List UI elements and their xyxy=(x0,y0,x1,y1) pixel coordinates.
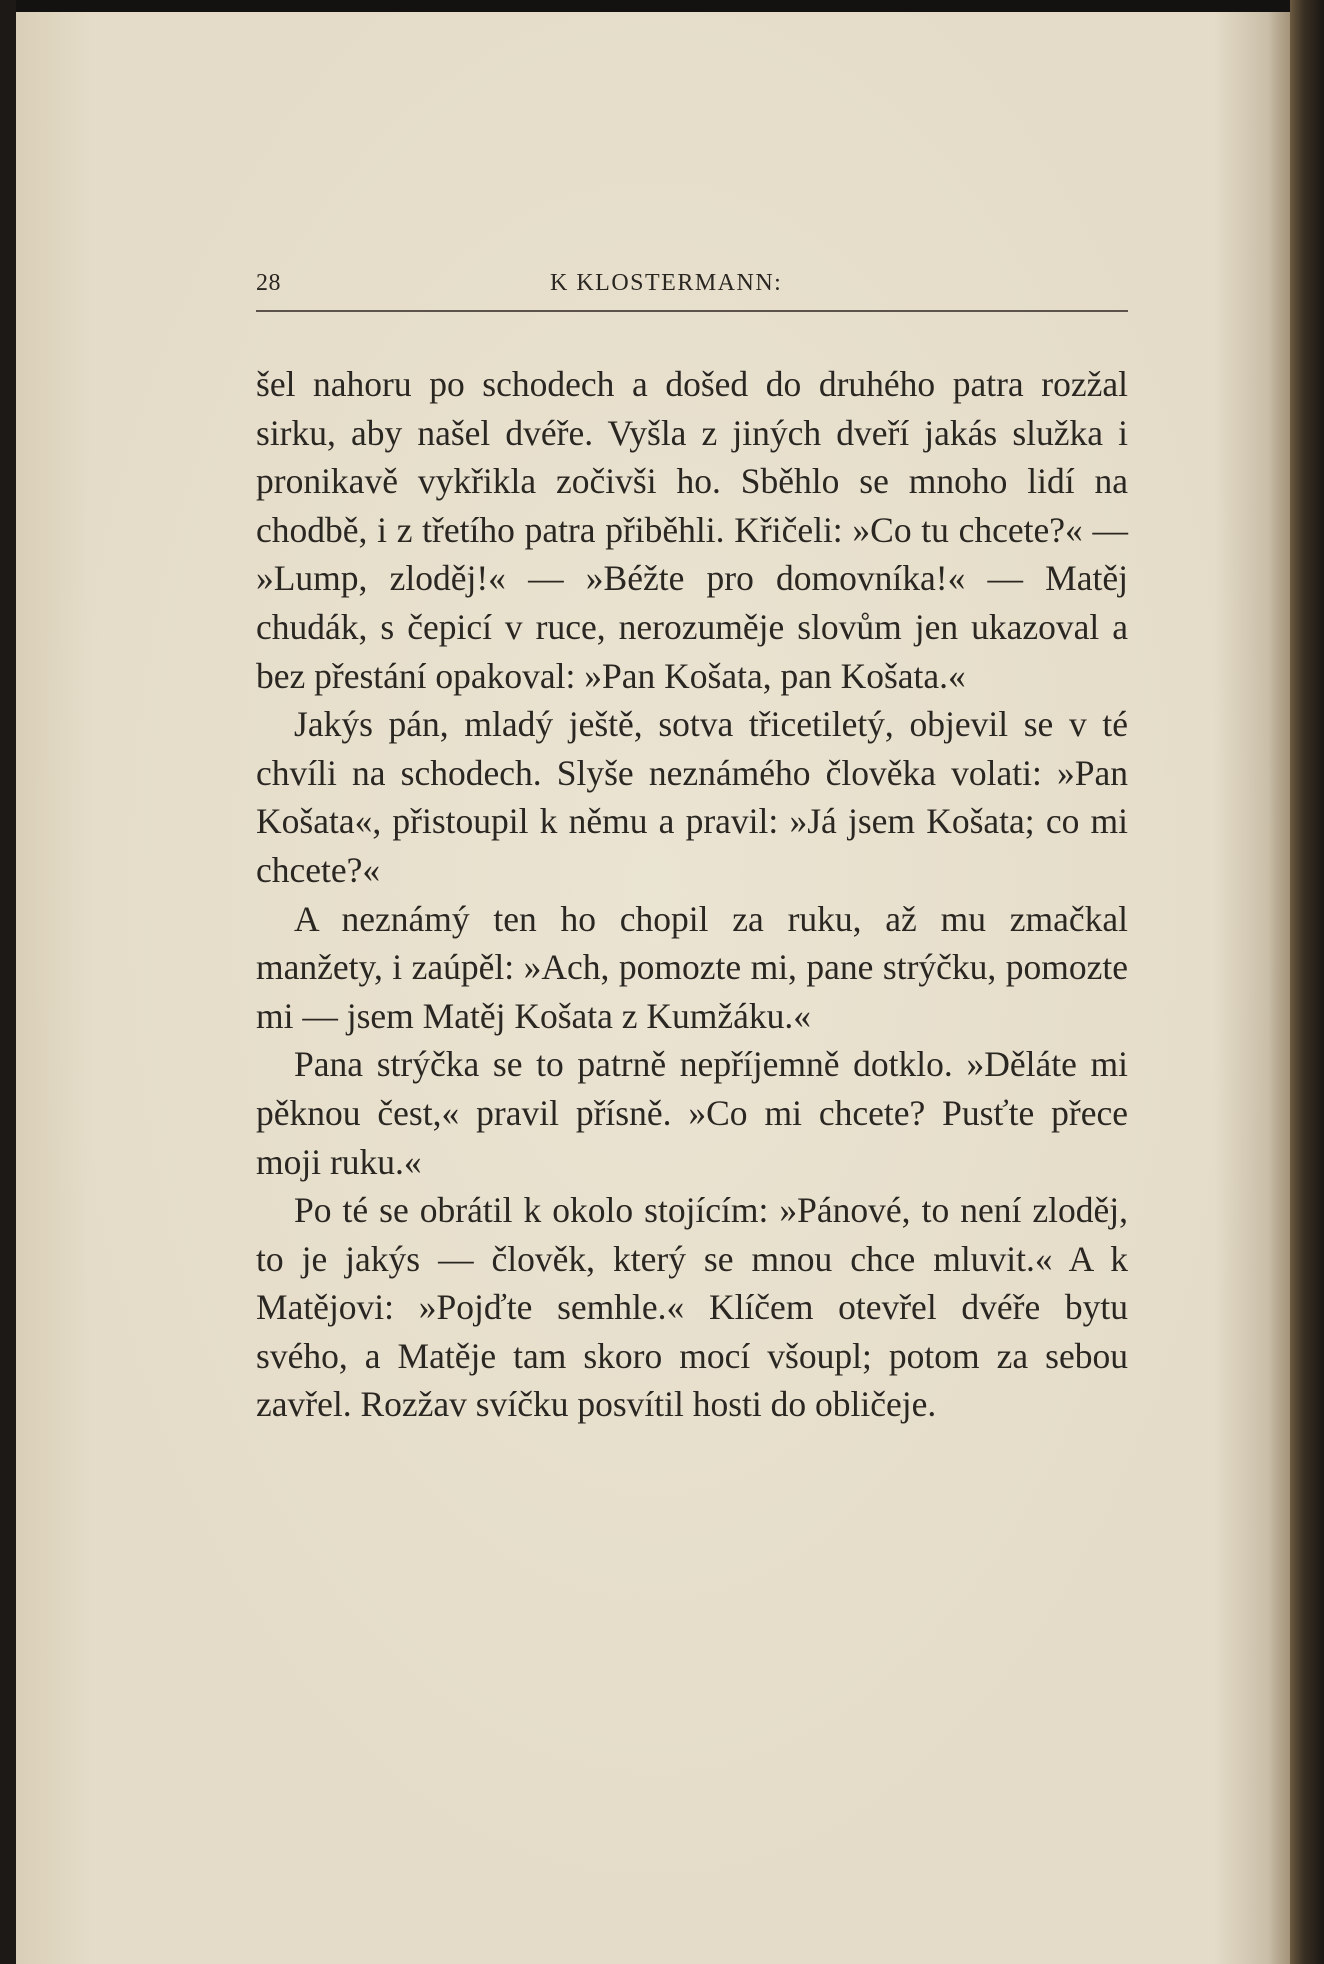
page-header xyxy=(256,270,1124,306)
header-rule xyxy=(256,310,1128,312)
paragraph-2: Jakýs pán, mladý ještě, sotva třicetiletý, objevil se v té chvíli na schodech. Slyše neznámého člověka volati: »Pan Košata«, přistoupil k němu a pravil: »Já jsem Košata; co mi chcete?« xyxy=(256,704,1128,890)
paragraph-3: A neznámý ten ho chopil za ruku, až mu zmačkal manžety, i zaúpěl: »Ach, pomozte mi, pane strýčku, pomozte mi — jsem Matěj Košata z Kumžáku.« xyxy=(256,898,1128,1036)
book-spine-edge xyxy=(1290,0,1324,1964)
paragraph-5: Po té se obrátil k okolo stojícím: »Pánové, to není zloděj, to je jakýs — člověk, který se mnou chce mluvit.« A k Matějovi: »Pojďte semhle.« Klíčem otevřel dvéře bytu svého, a Matěje tam skoro mocí všoupl; potom za sebou zavřel. Rozžav svíčku posvítil hosti do obličeje. xyxy=(256,1190,1128,1425)
page-number: 28 xyxy=(256,270,281,296)
running-head: K KLOSTERMANN: xyxy=(550,270,783,296)
paragraph-1: šel nahoru po schodech a došed do druhého patra rozžal sirku, aby našel dvéře. Vyšla z jiných dveří jakás služka i pronikavě vykřikla zočivši ho. Sběhlo se mnoho lidí na chodbě, i z třetího patra přiběhli. Křičeli: »Co tu chcete?« — »Lump, zloděj!« — »Béžte pro domovníka!« — Matěj chudák, s čepicí v ruce, nerozuměje slovům jen ukazoval a bez přestání opakoval: »Pan Košata, pan Košata.« xyxy=(256,364,1128,696)
body-text xyxy=(256,360,1128,1429)
paragraph-4: Pana strýčka se to patrně nepříjemně dotklo. »Děláte mi pěknou čest,« pravil přísně. »Co mi chcete? Pusťte přece moji ruku.« xyxy=(256,1044,1128,1182)
page-edge-shadow xyxy=(1268,12,1290,1964)
scan-border-left xyxy=(0,0,16,1964)
